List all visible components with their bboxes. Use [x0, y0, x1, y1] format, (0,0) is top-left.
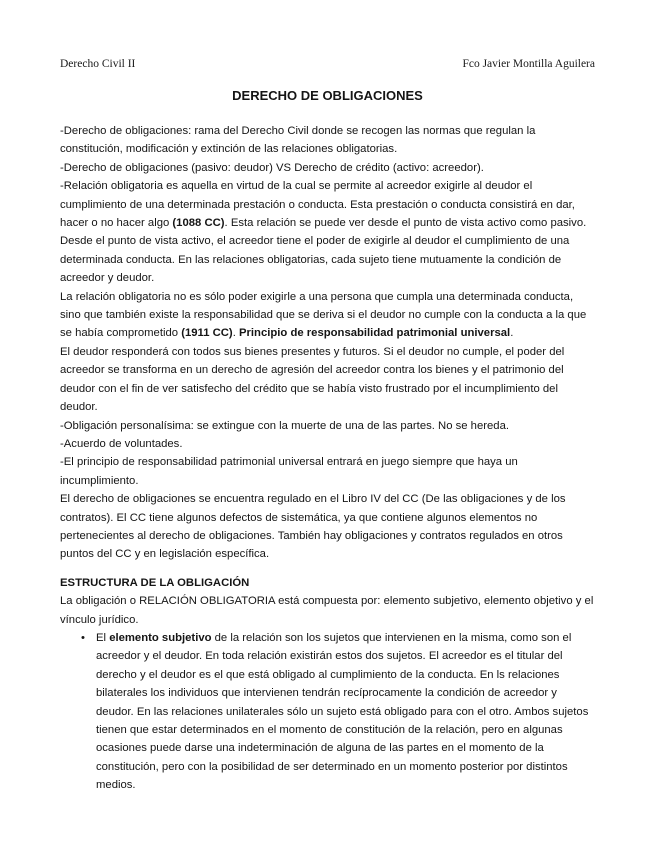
- paragraph-relacion-obligatoria: [60, 177, 595, 287]
- bold-text-run: (1911 CC): [181, 327, 233, 340]
- paragraph-acuerdo-voluntades: [60, 435, 595, 453]
- text-run: La relación obligatoria no es sólo poder exigirle a una persona que cumpla una determinada conducta, sino que también existe la responsabilidad que se deriva si el deudor no cumple con la conducta a la que se había comprometido: [60, 290, 587, 340]
- section-heading-estructura: ESTRUCTURA DE LA OBLIGACIÓN: [60, 576, 250, 589]
- paragraph-section-intro: [60, 592, 595, 629]
- bold-text-run: (1088 CC): [172, 217, 225, 230]
- paragraph-responsabilidad: [60, 288, 595, 343]
- text-run: -Acuerdo de voluntades.: [60, 437, 183, 450]
- paragraph-principio-responsabilidad: [60, 453, 595, 490]
- paragraph-obligacion-personalisima: [60, 417, 595, 435]
- text-run: El derecho de obligaciones se encuentra regulado en el Libro IV del CC (De las obligaciones y de los contratos). El CC tiene algunos defectos de sistemática, ya que contiene algunos elementos no pertenecientes al derecho de obligaciones. También hay obligaciones y contratos regulados en otros puntos del CC y en legislación específica.: [60, 493, 566, 561]
- text-run: El: [96, 631, 110, 644]
- paragraph-regulacion-cc: [60, 490, 595, 564]
- text-run: -Derecho de obligaciones (pasivo: deudor) VS Derecho de crédito (activo: acreedor).: [60, 161, 484, 174]
- text-run: -Derecho de obligaciones: rama del Derecho Civil donde se recogen las normas que regulan la constitución, modificación y extinción de las relaciones obligatorias.: [60, 125, 536, 156]
- document-body: [60, 122, 595, 795]
- bullet-list: [60, 629, 595, 795]
- header-author-label: Fco Javier Montilla Aguilera: [462, 58, 595, 70]
- bullet-marker: •: [81, 631, 85, 644]
- text-run: de la relación son los sujetos que intervienen en la misma, como son el acreedor y el deudor. En toda relación existirán estos dos sujetos. El acreedor es el titular del derecho y el deudor es el que está obligado al cumplimiento de la conducta. En ls relaciones bilaterales los individuos que intervienen tendrán recíprocamente la condición de acreedor y deudor. En las relaciones unilaterales sólo un sujeto está obligado para con el otro. Ambos sujetos tienen que estar determinados en el momento de constitución de la relación, pero en algunas ocasiones puede darse una indeterminación de alguna de las partes en el momento de la constitución, pero con la posibilidad de ser determinado en un momento posterior por distintos medios.: [96, 631, 589, 792]
- text-run: -Obligación personalísima: se extingue con la muerte de una de las partes. No se hereda.: [60, 419, 509, 432]
- paragraph-comparison: [60, 159, 595, 177]
- page-header: [60, 57, 595, 71]
- bold-text-run: Principio de responsabilidad patrimonial universal: [238, 327, 511, 340]
- header-course-label: Derecho Civil II: [60, 58, 136, 70]
- paragraph-definition: [60, 122, 595, 159]
- document-title: DERECHO DE OBLIGACIONES: [232, 88, 423, 103]
- text-run: La obligación o RELACIÓN OBLIGATORIA está compuesta por: elemento subjetivo, elemento objetivo y el vínculo jurídico.: [60, 595, 594, 626]
- list-item-elemento-subjetivo: [60, 629, 595, 795]
- text-run: -El principio de responsabilidad patrimonial universal entrará en juego siempre que haya un incumplimiento.: [60, 456, 518, 487]
- text-run: . Esta relación se puede ver desde el punto de vista activo como pasivo. Desde el punto de vista activo, el acreedor tiene el poder de exigirle al deudor el cumplimiento de una determinada conducta. En las relaciones obligatorias, cada sujeto tiene mutuamente la condición de acreedor y deudor.: [60, 217, 587, 285]
- text-run: El deudor responderá con todos sus bienes presentes y futuros. Si el deudor no cumple, el poder del acreedor se transforma en un derecho de agresión del acreedor contra los bienes y el patrimonio del deudor con el fin de ver satisfecho del crédito que se había visto frustrado por el incumplimiento del deudor.: [60, 345, 565, 414]
- text-run: .: [510, 327, 514, 340]
- text-run: .: [232, 327, 239, 340]
- list-item-text: [96, 629, 595, 795]
- text-run: -Relación obligatoria es aquella en virtud de la cual se permite al acreedor exigirle al deudor el cumplimiento de una determinada prestación o conducta. Esta prestación o conducta consistirá en dar, hacer o no hacer algo: [60, 180, 575, 230]
- bold-text-run: elemento subjetivo: [109, 631, 212, 644]
- paragraph-deudor-respondera: [60, 343, 595, 417]
